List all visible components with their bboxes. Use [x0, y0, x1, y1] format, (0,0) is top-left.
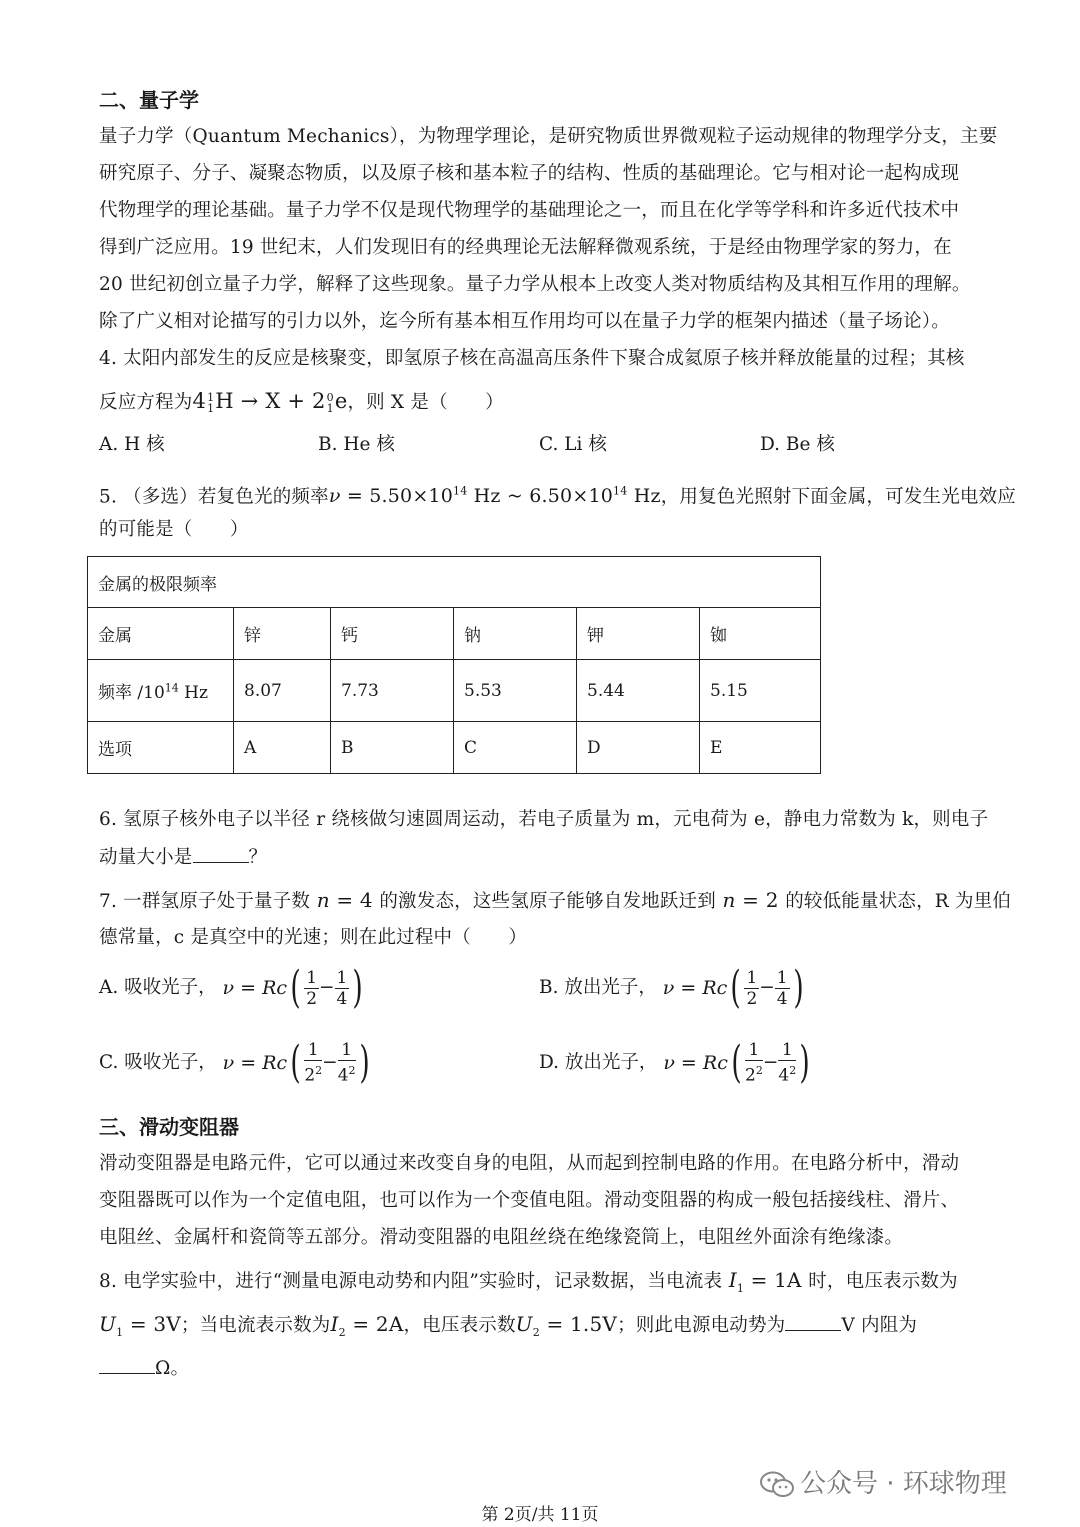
frequency-range: $\nu = 5.50\times 10^{14}$ Hz ~ $6.50\times 10^{14}$ Hz: [328, 485, 661, 508]
answer-blank-emf[interactable]: [785, 1312, 841, 1331]
frequency-cell: 5.53: [454, 660, 577, 722]
watermark: 公众号 · 环球物理: [760, 1463, 1007, 1500]
option-cell[interactable]: A: [234, 722, 331, 774]
q8-stem-line2: $U_1 = 3V$；当电流表示数为$I_2 = 2A$，电压表示数$U_2 = 1.5V$；则此电源电动势为 V 内阻为: [99, 1312, 918, 1339]
section3-title: 三、滑动变阻器: [99, 1115, 239, 1139]
answer-blank[interactable]: [193, 844, 249, 863]
option-cell[interactable]: E: [700, 722, 821, 774]
section2-para-line: 研究原子、分子、凝聚态物质，以及原子核和基本粒子的结构、性质的基础理论。它与相对论一起构成现: [99, 163, 960, 184]
q4-option-d[interactable]: D. Be 核: [760, 434, 835, 455]
section3-para-line: 变阻器既可以作为一个定值电阻，也可以作为一个变值电阻。滑动变阻器的构成一般包括接线柱、滑片、: [99, 1190, 960, 1211]
option-cell[interactable]: D: [577, 722, 700, 774]
metal-cell: 钠: [454, 608, 577, 660]
section2-para-line: 量子力学（Quantum Mechanics），为物理学理论，是研究物质世界微观粒子运动规律的物理学分支，主要: [99, 126, 998, 147]
section2-para-line: 20 世纪初创立量子力学，解释了这些现象。量子力学从根本上改变人类对物质结构及其相互作用的理解。: [99, 274, 971, 295]
nuclear-equation: 4 1 1 H → X + 2 0 1 e: [192, 389, 348, 415]
page-footer: 第 2页/共 11页: [481, 1505, 599, 1525]
table-title: 金属的极限频率: [88, 557, 821, 608]
row-label-metal: 金属: [88, 608, 234, 660]
q8-stem-line3: Ω。: [99, 1355, 189, 1382]
row-label-option: 选项: [88, 722, 234, 774]
metal-cell: 铷: [700, 608, 821, 660]
answer-blank-resistance[interactable]: [99, 1355, 155, 1374]
q7-stem-line1: 7. 一群氢原子处于量子数 n = 4 的激发态，这些氢原子能够自发地跃迁到 n = 2 的较低能量状态，R 为里伯: [99, 888, 1012, 912]
q8-stem-line1: 8. 电学实验中，进行“测量电源电动势和内阻”实验时，记录数据，当电流表 $I_1 = 1A$ 时，电压表示数为: [99, 1268, 958, 1295]
q4-stem-line2: 反应方程为4 1 1 H → X + 2 0 1 e，则 X 是（ ）: [99, 389, 504, 415]
section3-para-line: 电阻丝、金属杆和瓷筒等五部分。滑动变阻器的电阻丝绕在绝缘瓷筒上，电阻丝外面涂有绝缘漆。: [99, 1227, 904, 1248]
option-cell[interactable]: C: [454, 722, 577, 774]
wechat-icon: [760, 1471, 794, 1499]
q7-option-d[interactable]: D. 放出光子， ν = Rc( $\frac{1}{2^2}$ − $\frac{1}{4^2}$ ): [539, 1036, 810, 1088]
row-label-frequency: 频率 $/10^{14}$ Hz: [88, 660, 234, 722]
q7-option-c[interactable]: C. 吸收光子， ν = Rc( $\frac{1}{2^2}$ − $\frac{1}{4^2}$ ): [99, 1036, 370, 1088]
q4-stem-line1: 4. 太阳内部发生的反应是核聚变，即氢原子核在高温高压条件下聚合成氦原子核并释放能量的过程；其核: [99, 348, 965, 369]
q4-option-c[interactable]: C. Li 核: [539, 434, 607, 455]
section3-para-line: 滑动变阻器是电路元件，它可以通过来改变自身的电阻，从而起到控制电路的作用。在电路分析中，滑动: [99, 1153, 960, 1174]
frequency-cell: 8.07: [234, 660, 331, 722]
metal-threshold-table: [87, 556, 821, 774]
option-cell[interactable]: B: [331, 722, 454, 774]
section2-title: 二、量子学: [99, 88, 199, 112]
section2-para-line: 代物理学的理论基础。量子力学不仅是现代物理学的基础理论之一，而且在化学等学科和许多近代技术中: [99, 200, 960, 221]
metal-cell: 钾: [577, 608, 700, 660]
q7-option-b[interactable]: B. 放出光子， ν = Rc( $\frac{1}{2}$ − $\frac{1}{4}$ ): [539, 962, 804, 1013]
q7-stem-line2: 德常量，c 是真空中的光速；则在此过程中（ ）: [99, 927, 528, 948]
q4-option-b[interactable]: B. He 核: [318, 434, 395, 455]
q6-stem-line1: 6. 氢原子核外电子以半径 r 绕核做匀速圆周运动，若电子质量为 m，元电荷为 e，静电力常数为 k，则电子: [99, 809, 989, 830]
q5-stem-line1: 5. （多选）若复色光的频率$\nu = 5.50\times 10^{14}$ Hz ~ $6.50\times 10^{14}$ Hz，用复色光照射下面金属，可发生光电效应: [99, 485, 1016, 508]
frequency-cell: 5.15: [700, 660, 821, 722]
frequency-cell: 5.44: [577, 660, 700, 722]
frequency-cell: 7.73: [331, 660, 454, 722]
metal-cell: 锌: [234, 608, 331, 660]
section2-para-line: 得到广泛应用。19 世纪末，人们发现旧有的经典理论无法解释微观系统，于是经由物理学家的努力，在: [99, 237, 952, 258]
q5-stem-line2: 的可能是（ ）: [99, 519, 249, 540]
section2-para-line: 除了广义相对论描写的引力以外，迄今所有基本相互作用均可以在量子力学的框架内描述（量子场论）。: [99, 311, 950, 332]
q4-option-a[interactable]: A. H 核: [99, 434, 165, 455]
metal-cell: 钙: [331, 608, 454, 660]
q6-stem-line2: 动量大小是 ？: [99, 844, 267, 871]
q7-option-a[interactable]: A. 吸收光子， ν = Rc( $\frac{1}{2}$ − $\frac{1}{4}$ ): [99, 962, 364, 1013]
